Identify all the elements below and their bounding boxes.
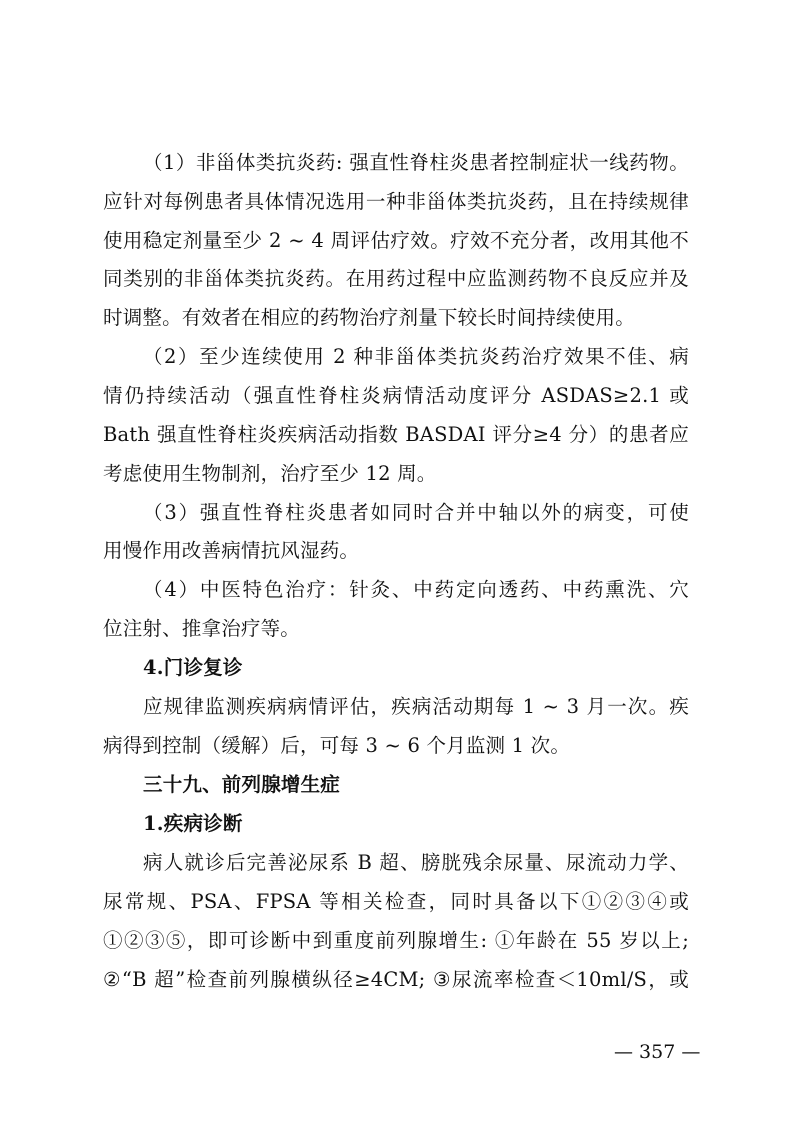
- paragraph-line: 病人就诊后完善泌尿系 B 超、膀胱残余尿量、尿流动力学、: [143, 851, 689, 874]
- paragraph-line: 尿常规、PSA、FPSA 等相关检查，同时具备以下①②③④或: [103, 890, 689, 913]
- paragraph-line: 使用稳定剂量至少 2 ~ 4 周评估疗效。疗效不充分者，改用其他不: [103, 229, 689, 252]
- page-number: — 357 —: [614, 1041, 701, 1063]
- paragraph-line: （4）中医特色治疗：针灸、中药定向透药、中药熏洗、穴: [143, 578, 689, 601]
- paragraph-line: 同类别的非甾体类抗炎药。在用药过程中应监测药物不良反应并及: [103, 267, 689, 290]
- paragraph-line: （3）强直性脊柱炎患者如同时合并中轴以外的病变，可使: [143, 501, 689, 524]
- paragraph-line: 时调整。有效者在相应的药物治疗剂量下较长时间持续使用。: [103, 306, 635, 329]
- paragraph-line: 位注射、推拿治疗等。: [103, 617, 301, 640]
- paragraph-line: （1）非甾体类抗炎药: 强直性脊柱炎患者控制症状一线药物。: [143, 151, 689, 174]
- section-heading: 1.疾病诊断: [143, 812, 243, 835]
- paragraph-line: 考虑使用生物制剂，治疗至少 12 周。: [103, 462, 437, 485]
- paragraph-line: 用慢作用改善病情抗风湿药。: [103, 539, 360, 562]
- paragraph-line: Bath 强直性脊柱炎疾病活动指数 BASDAI 评分≥4 分）的患者应: [103, 423, 689, 446]
- paragraph-line: 应规律监测疾病病情评估，疾病活动期每 1 ~ 3 月一次。疾: [143, 695, 689, 718]
- paragraph-line: 病得到控制（缓解）后，可每 3 ~ 6 个月监测 1 次。: [103, 734, 571, 757]
- chapter-heading: 三十九、前列腺增生症: [143, 773, 341, 796]
- paragraph-line: 应针对每例患者具体情况选用一种非甾体类抗炎药，且在持续规律: [103, 190, 689, 213]
- paragraph-line: 情仍持续活动（强直性脊柱炎病情活动度评分 ASDAS≥2.1 或: [103, 384, 689, 407]
- paragraph-line: ①②③⑤，即可诊断中到重度前列腺增生: ①年龄在 55 岁以上;: [103, 929, 689, 952]
- paragraph-line: ②“B 超”检查前列腺横纵径≥4CM; ③尿流率检查＜10ml/S，或: [103, 968, 689, 991]
- section-heading: 4.门诊复诊: [143, 656, 243, 679]
- paragraph-line: （2）至少连续使用 2 种非甾体类抗炎药治疗效果不佳、病: [143, 345, 689, 368]
